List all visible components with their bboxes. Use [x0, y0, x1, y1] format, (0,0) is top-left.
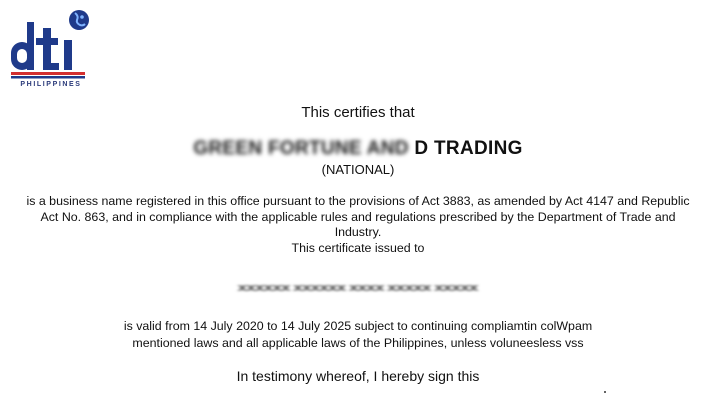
business-name-visible: D TRADING [414, 138, 523, 159]
owner-name-redacted: XXXXXX XXXXXX XXXX XXXXX XXXXX [238, 284, 478, 293]
certifies-heading: This certifies that [301, 104, 415, 121]
validity-line-2: mentioned laws and all applicable laws of the Philippines, unless voluneesless vss [132, 336, 584, 350]
registration-paragraph [20, 194, 696, 256]
owner-name [0, 281, 716, 296]
logo-subtitle: PHILIPPINES [20, 81, 82, 88]
validity-paragraph [20, 318, 696, 352]
validity-line-1: is valid from 14 July 2020 to 14 July 2025 subject to continuing compliamtin colWpam [123, 319, 593, 333]
registration-text: is a business name registered in this office pursuant to the provisions of Act 3883, as amended by Act 4147 and Republic Act No. 863, and in compliance with the applicable rules and regulations prescribed by the Department of Trade and Industry. [26, 194, 690, 239]
business-name-redacted: GREEN FORTUNE AND [193, 138, 409, 159]
testimony-line: In testimony whereof, I hereby sign this [236, 368, 480, 384]
issued-to-label: This certificate issued to [291, 240, 425, 255]
dti-logo-icon [9, 8, 93, 80]
business-name [0, 138, 716, 160]
dti-logo [9, 8, 93, 92]
scope-label: (NATIONAL) [321, 162, 395, 177]
speck-mark [604, 391, 606, 393]
